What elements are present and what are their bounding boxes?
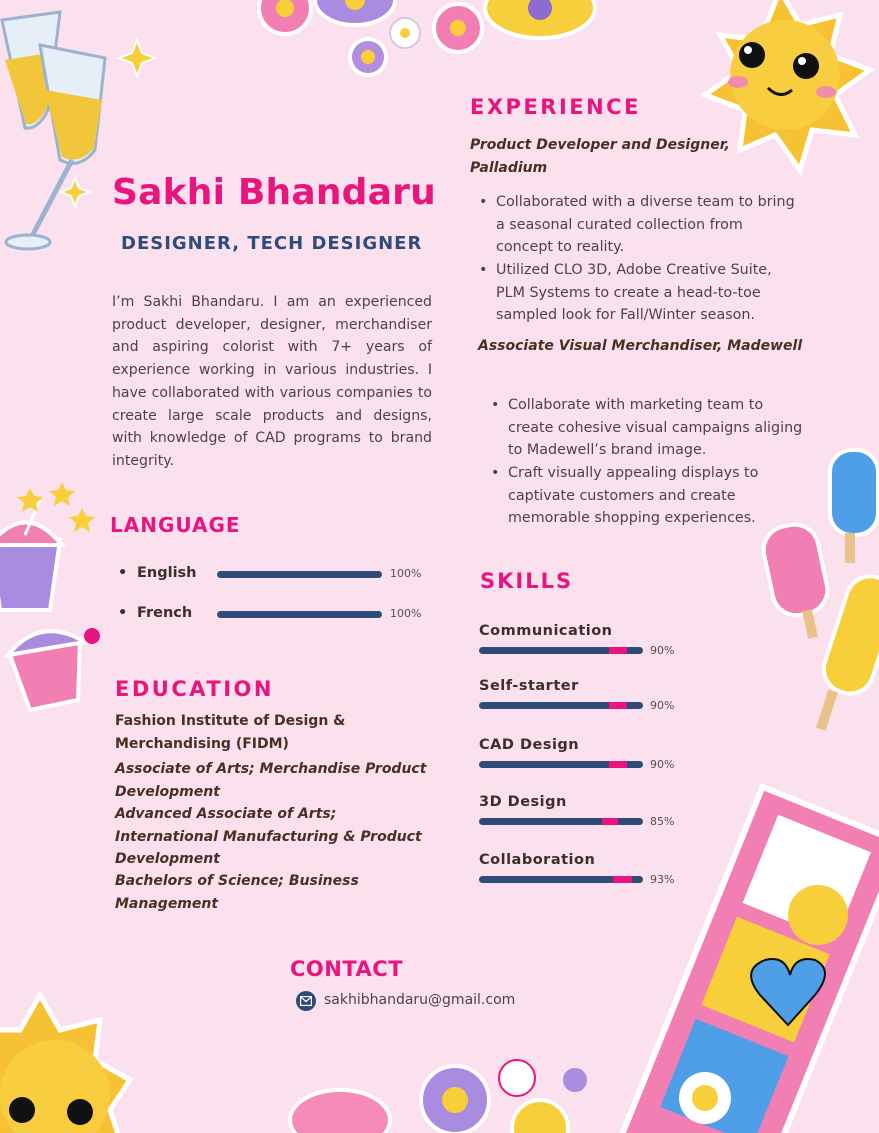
language-level-bar (217, 571, 382, 578)
skill-item (479, 623, 679, 657)
education-heading: EDUCATION (115, 677, 274, 701)
skill-level-fill (613, 876, 631, 883)
skill-item (479, 737, 679, 771)
skill-name: 3D Design (479, 794, 567, 810)
language-heading: LANGUAGE (110, 513, 241, 537)
language-item-english (118, 565, 438, 585)
skill-level-bar (479, 647, 643, 654)
job-role: DESIGNER, TECH DESIGNER (121, 233, 423, 254)
skill-item (479, 678, 679, 712)
education-school: Fashion Institute of Design & Merchandising (FIDM) (115, 713, 346, 752)
job-bullet: • Collaborated with a diverse team to bring a seasonal curated collection from concept to reality. (479, 194, 795, 255)
language-level-bar (217, 611, 382, 618)
skills-heading: SKILLS (480, 569, 574, 593)
skill-name: Communication (479, 623, 613, 639)
job-bullet-text: Collaborate with marketing team to create cohesive visual campaigns aliging to Madewell’s brand image. (508, 397, 803, 458)
skill-name: Self-starter (479, 678, 579, 694)
photo-strip-icon (620, 787, 879, 1133)
job-title: Product Developer and Designer, Palladium (470, 137, 730, 176)
job-bullet-text: Craft visually appealing displays to captivate customers and create memorable shopping experiences. (508, 465, 759, 526)
language-level-label: 100% (390, 607, 422, 620)
language-name: French (137, 605, 193, 621)
education-degree: Advanced Associate of Arts; International Manufacturing & Product Development (115, 806, 422, 867)
skill-name: CAD Design (479, 737, 580, 753)
skill-level-fill (609, 761, 627, 768)
job-bullet: • Craft visually appealing displays to captivate customers and create memorable shopping experiences. (491, 465, 759, 526)
sun-bottom-icon (0, 995, 130, 1133)
cupcake-icon (0, 482, 100, 710)
skill-level-bar (479, 818, 643, 825)
contact-heading: CONTACT (290, 957, 404, 981)
language-item-french (118, 605, 438, 625)
skill-level-bar (479, 876, 643, 883)
champagne-glasses-icon (2, 12, 105, 249)
mail-icon (296, 991, 316, 1011)
skill-level-label: 85% (650, 815, 675, 828)
skill-level-fill (602, 818, 619, 825)
skill-level-label: 90% (650, 644, 675, 657)
bullet: • (118, 605, 128, 621)
education-degree: Associate of Arts; Merchandise Product Development (115, 761, 427, 800)
skill-item (479, 852, 679, 886)
language-level-label: 100% (390, 567, 422, 580)
flowers-bottom-icon (290, 1060, 587, 1133)
skill-level-fill (609, 702, 627, 709)
bullet: • (118, 565, 128, 581)
profile-summary: I’m Sakhi Bhandaru. I am an experienced product developer, designer, merchandiser and aspiring colorist with 7+ years of experience working in various industries. I have collaborated with various companies to create large scale products and designs, with knowledge of CAD programs to brand integrity. (112, 294, 432, 469)
job-bullet-text: Utilized CLO 3D, Adobe Creative Suite, PLM Systems to create a head-to-toe sampled look for Fall/Winter season. (496, 262, 772, 323)
candidate-name: Sakhi Bhandaru (112, 172, 436, 213)
job-bullet-text: Collaborated with a diverse team to bring a seasonal curated collection from concept to reality. (496, 194, 795, 255)
contact-email[interactable]: sakhibhandaru@gmail.com (324, 992, 516, 1008)
skill-level-label: 90% (650, 699, 675, 712)
experience-heading: EXPERIENCE (470, 95, 641, 119)
skill-name: Collaboration (479, 852, 596, 868)
skill-level-bar (479, 702, 643, 709)
language-name: English (137, 565, 197, 581)
skill-level-bar (479, 761, 643, 768)
education-degree: Bachelors of Science; Business Management (115, 873, 359, 912)
flowers-top-icon (259, 0, 595, 75)
skill-item (479, 794, 679, 828)
job-title: Associate Visual Merchandiser, Madewell (478, 338, 803, 354)
job-bullet: • Utilized CLO 3D, Adobe Creative Suite, PLM Systems to create a head-to-toe sampled look for Fall/Winter season. (479, 262, 772, 323)
skill-level-fill (609, 647, 627, 654)
skill-level-label: 93% (650, 873, 675, 886)
job-bullet: • Collaborate with marketing team to create cohesive visual campaigns aliging to Madewell’s brand image. (491, 397, 803, 458)
skill-level-label: 90% (650, 758, 675, 771)
